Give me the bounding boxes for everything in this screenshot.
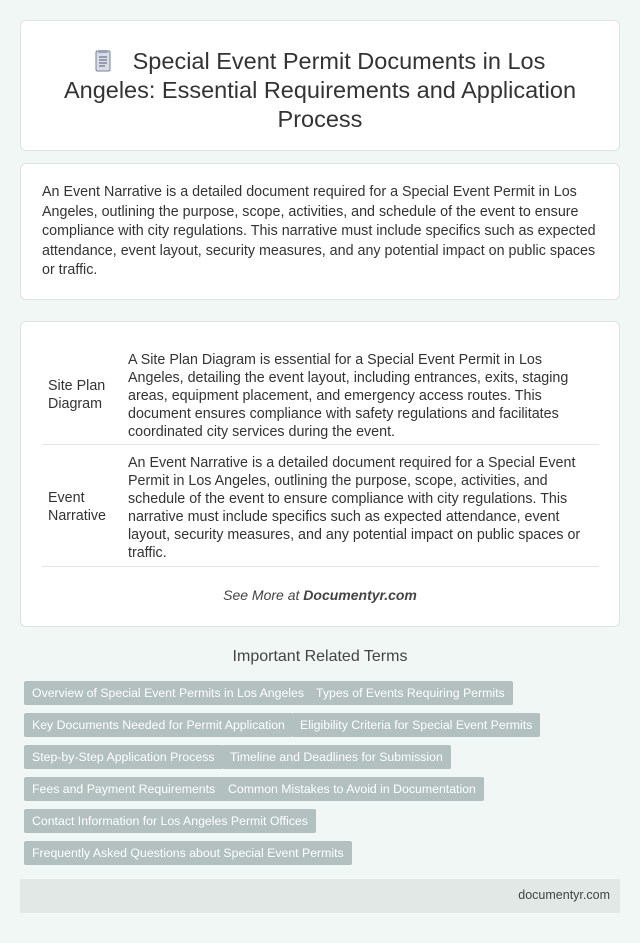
see-more-site[interactable]: Documentyr.com: [303, 587, 417, 603]
table-row: [42, 445, 599, 567]
related-term-tag[interactable]: Timeline and Deadlines for Submission: [222, 745, 451, 769]
related-term-tag[interactable]: Fees and Payment Requirements: [24, 777, 223, 801]
table-row: [42, 346, 599, 445]
related-term-tag[interactable]: Eligibility Criteria for Special Event Permits: [292, 713, 540, 737]
related-terms-heading: Important Related Terms: [232, 648, 408, 665]
documents-table: [42, 346, 599, 568]
intro-paragraph: An Event Narrative is a detailed document required for a Special Event Permit in Los Angeles, outlining the purpose, scope, activities, and schedule of the event to ensure compliance with city regulations. This narrative must include specifics such as expected attendance, event layout, security measures, and any potential impact on public spaces or traffic.: [42, 184, 596, 278]
document-label: Event Narrative: [48, 490, 106, 524]
document-description: An Event Narrative is a detailed document required for a Special Event Permit in Los Angeles, outlining the purpose, scope, activities, and schedule of the event to ensure compliance with city regulations. This narrative must include specifics such as expected attendance, event layout, security measures, and any potential impact on public spaces or traffic.: [128, 455, 581, 561]
footer: [20, 879, 620, 913]
intro-card: [20, 163, 620, 300]
footer-site-link[interactable]: documentyr.com: [518, 888, 610, 902]
related-term-tag[interactable]: Contact Information for Los Angeles Permit Offices: [24, 809, 316, 833]
documents-card: [20, 321, 620, 627]
document-description: A Site Plan Diagram is essential for a Special Event Permit in Los Angeles, detailing the event layout, including entrances, exits, staging areas, equipment placement, and emergency access routes. This document ensures compliance with safety regulations and facilitates coordinated city services during the event.: [128, 352, 569, 440]
related-term-tag[interactable]: Common Mistakes to Avoid in Documentation: [220, 777, 484, 801]
page-title-text: Special Event Permit Documents in Los Angeles: Essential Requirements and Application Process: [63, 48, 577, 132]
title-card: [20, 20, 620, 151]
related-term-tag[interactable]: Frequently Asked Questions about Special Event Permits: [24, 841, 352, 865]
page-title: [51, 47, 589, 134]
document-icon: [95, 50, 111, 72]
see-more-link[interactable]: [21, 587, 619, 603]
related-term-tag[interactable]: Key Documents Needed for Permit Application: [24, 713, 293, 737]
related-term-tag[interactable]: Types of Events Requiring Permits: [308, 681, 513, 705]
related-term-tag[interactable]: Step-by-Step Application Process: [24, 745, 223, 769]
see-more-prefix: See More at: [223, 587, 304, 603]
document-label: Site Plan Diagram: [48, 378, 106, 412]
related-term-tag[interactable]: Overview of Special Event Permits in Los Angeles: [24, 681, 312, 705]
